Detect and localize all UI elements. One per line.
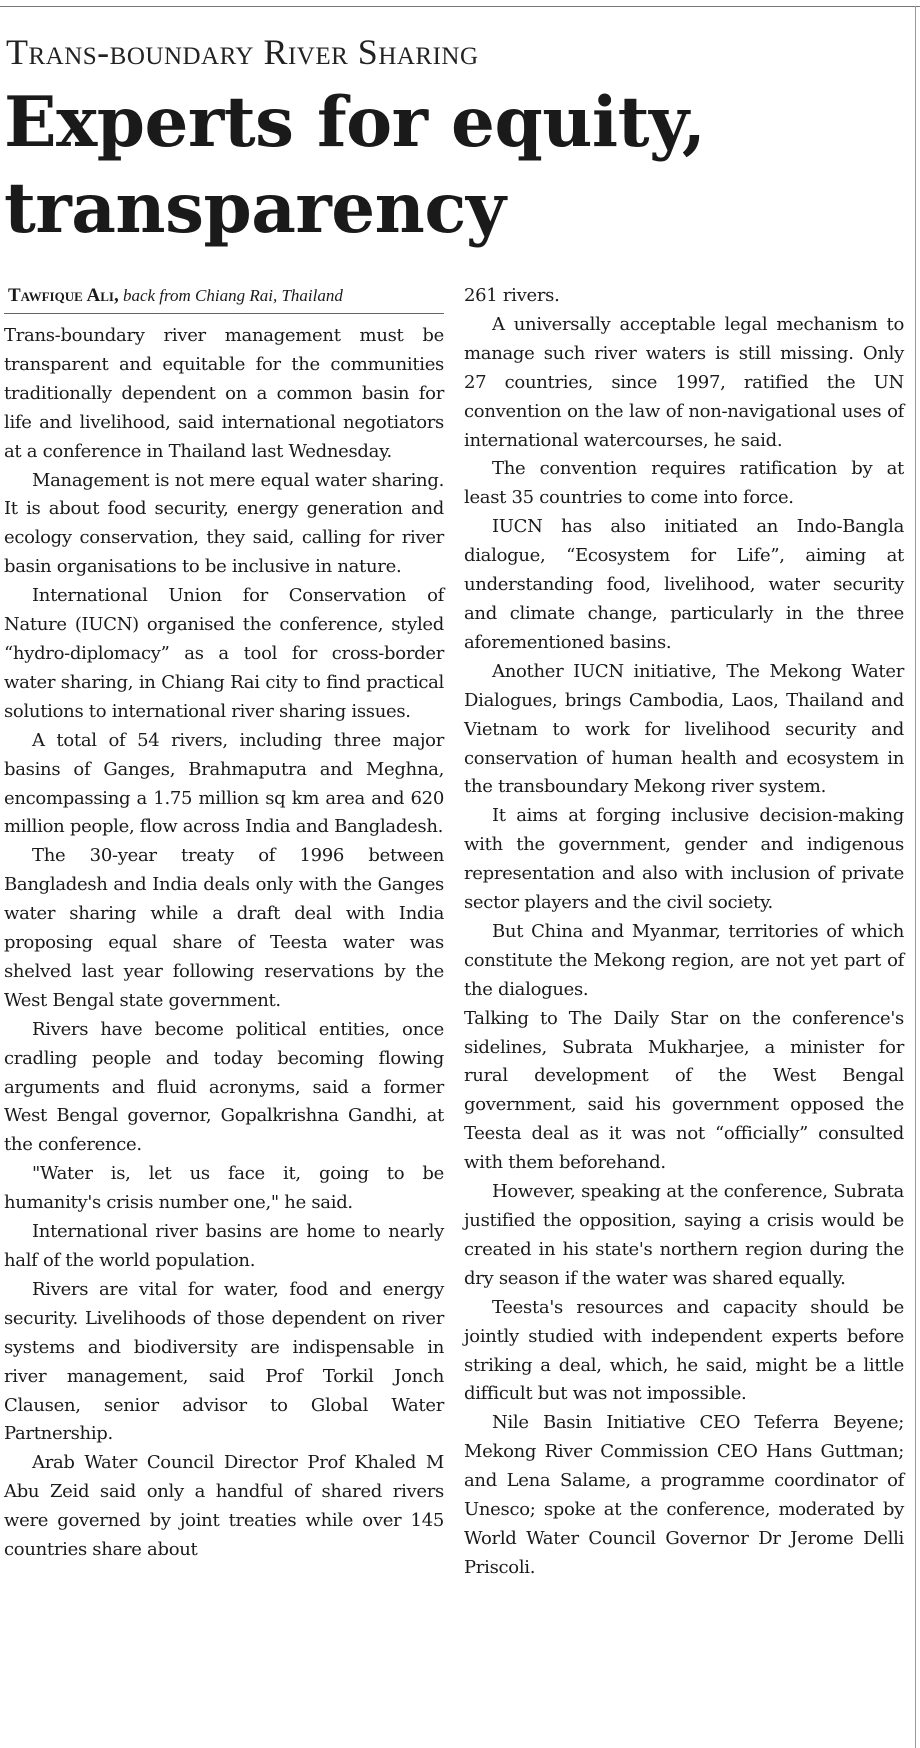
byline-author: Tawfique Ali, bbox=[8, 285, 119, 306]
paragraph: However, speaking at the conference, Subrata justified the opposition, saying a crisis would be created in his state's northern region during the dry season if the water was shared equally. bbox=[464, 1181, 904, 1289]
paragraph: A total of 54 rivers, including three major basins of Ganges, Brahmaputra and Meghna, encompassing a 1.75 million sq km area and 620 million people, flow across India and Bangladesh. bbox=[4, 729, 444, 838]
paragraph: It aims at forging inclusive decision-making with the government, gender and indigenous representation and also with inclusion of private sector players and the civil society. bbox=[464, 805, 904, 914]
byline-location: back from Chiang Rai, Thailand bbox=[122, 286, 343, 305]
paragraph: Nile Basin Initiative CEO Teferra Beyene; Mekong River Commission CEO Hans Guttman; and Lena Salame, a programme coordinator of Unesco; spoke at the conference, moderated by World Water Council Governor Dr Jerome Delli Priscoli. bbox=[464, 1412, 904, 1578]
paragraph: Arab Water Council Director Prof Khaled M Abu Zeid said only a handful of shared rivers were governed by joint treaties while over 145 countries share about bbox=[4, 1452, 444, 1561]
right-rule bbox=[915, 6, 916, 1748]
headline-line-2: transparency bbox=[4, 168, 506, 249]
paragraph: "Water is, let us face it, going to be humanity's crisis number one," he said. bbox=[4, 1163, 444, 1214]
paragraph: International Union for Conservation of Nature (IUCN) organised the conference, styled “hydro-diplomacy” as a tool for cross-border water sharing, in Chiang Rai city to find practical solutions to international river sharing issues. bbox=[4, 585, 444, 722]
paragraph: Rivers are vital for water, food and energy security. Livelihoods of those dependent on river systems and biodiversity are indispensable in river management, said Prof Torkil Jonch Clausen, senior advisor to Global Water Partnership. bbox=[4, 1278, 444, 1445]
paragraph: Talking to The Daily Star on the conference's sidelines, Subrata Mukharjee, a minister for rural development of the West Bengal government, said his government opposed the Teesta deal as it was not “officially” consulted with them beforehand. bbox=[464, 1007, 904, 1174]
paragraph: The 30-year treaty of 1996 between Bangladesh and India deals only with the Ganges water sharing while a draft deal with India proposing equal share of Teesta water was shelved last year following reservations by the West Bengal state government. bbox=[4, 845, 444, 1011]
paragraph: Teesta's resources and capacity should be jointly studied with independent experts before striking a deal, which, he said, might be a little difficult but was not impossible. bbox=[464, 1296, 904, 1405]
paragraph: Trans-boundary river management must be transparent and equitable for the communities traditionally dependent on a common basin for life and livelihood, said international negotiators at a conference in Thailand last Wednesday. bbox=[4, 325, 444, 462]
paragraph: International river basins are home to nearly half of the world population. bbox=[4, 1221, 444, 1271]
left-column bbox=[4, 322, 444, 1737]
paragraph: Another IUCN initiative, The Mekong Water Dialogues, brings Cambodia, Laos, Thailand and Vietnam to work for livelihood security and conservation of human health and ecosystem in the transboundary Mekong river system. bbox=[464, 660, 904, 798]
headline-line-1: Experts for equity, bbox=[4, 82, 706, 163]
right-column bbox=[464, 282, 904, 1737]
paragraph: The convention requires ratification by at least 35 countries to come into force. bbox=[464, 458, 904, 509]
byline bbox=[8, 284, 343, 308]
kicker: Trans-boundary River Sharing bbox=[6, 32, 479, 72]
paragraph: A universally acceptable legal mechanism to manage such river waters is still missing. Only 27 countries, since 1997, ratified the UN convention on the law of non-navigational uses of international watercourses, he said. bbox=[464, 313, 904, 451]
paragraph: IUCN has also initiated an Indo-Bangla dialogue, “Ecosystem for Life”, aiming at understanding food, livelihood, water security and climate change, particularly in the three aforementioned basins. bbox=[464, 516, 904, 653]
paragraph: Rivers have become political entities, once cradling people and today becoming flowing arguments and fluid acronyms, said a former West Bengal governor, Gopalkrishna Gandhi, at the conference. bbox=[4, 1018, 444, 1156]
paragraph: Management is not mere equal water sharing. It is about food security, energy generation and ecology conservation, they said, calling for river basin organisations to be inclusive in nature. bbox=[4, 469, 444, 578]
headline bbox=[4, 80, 904, 252]
paragraph: 261 rivers. bbox=[464, 285, 560, 306]
paragraph: But China and Myanmar, territories of which constitute the Mekong region, are not yet part of the dialogues. bbox=[464, 920, 904, 1000]
byline-rule bbox=[4, 313, 444, 314]
top-rule bbox=[0, 6, 920, 7]
